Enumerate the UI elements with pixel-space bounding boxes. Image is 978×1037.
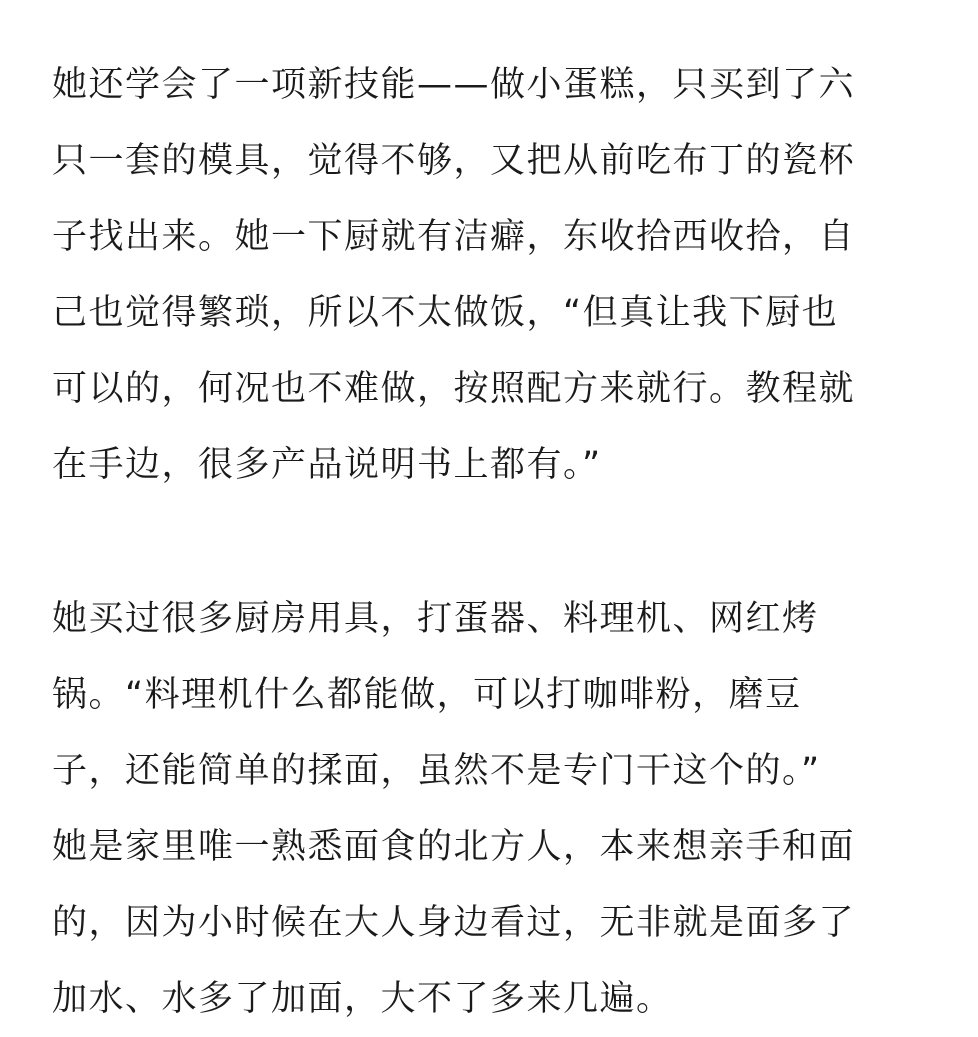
text-line: 在手边，很多产品说明书上都有。”: [52, 445, 602, 485]
text-line: 她是家里唯一熟悉面食的北方人，本来想亲手和面: [52, 827, 856, 867]
text-line: 她还学会了一项新技能——做小蛋糕，只买到了六: [52, 65, 856, 105]
paragraph-kitchen-baking: [52, 47, 942, 503]
paragraph-kitchen-tools: [52, 581, 942, 1037]
text-line: 己也觉得繁琐，所以不太做饭，“但真让我下厨也: [52, 293, 839, 333]
text-line: 子找出来。她一下厨就有洁癖，东收拾西收拾，自: [52, 217, 856, 257]
text-line: 加水、水多了加面，大不了多来几遍。: [52, 979, 673, 1019]
text-line: 锅。“料理机什么都能做，可以打咖啡粉，磨豆: [52, 675, 802, 715]
text-line: 的，因为小时候在大人身边看过，无非就是面多了: [52, 903, 856, 943]
text-line: 只一套的模具，觉得不够，又把从前吃布丁的瓷杯: [52, 141, 856, 181]
text-line: 子，还能简单的揉面，虽然不是专门干这个的。”: [52, 751, 821, 791]
text-line: 可以的，何况也不难做，按照配方来就行。教程就: [52, 369, 856, 409]
article-body: [52, 47, 942, 1037]
text-line: 她买过很多厨房用具，打蛋器、料理机、网红烤: [52, 599, 819, 639]
